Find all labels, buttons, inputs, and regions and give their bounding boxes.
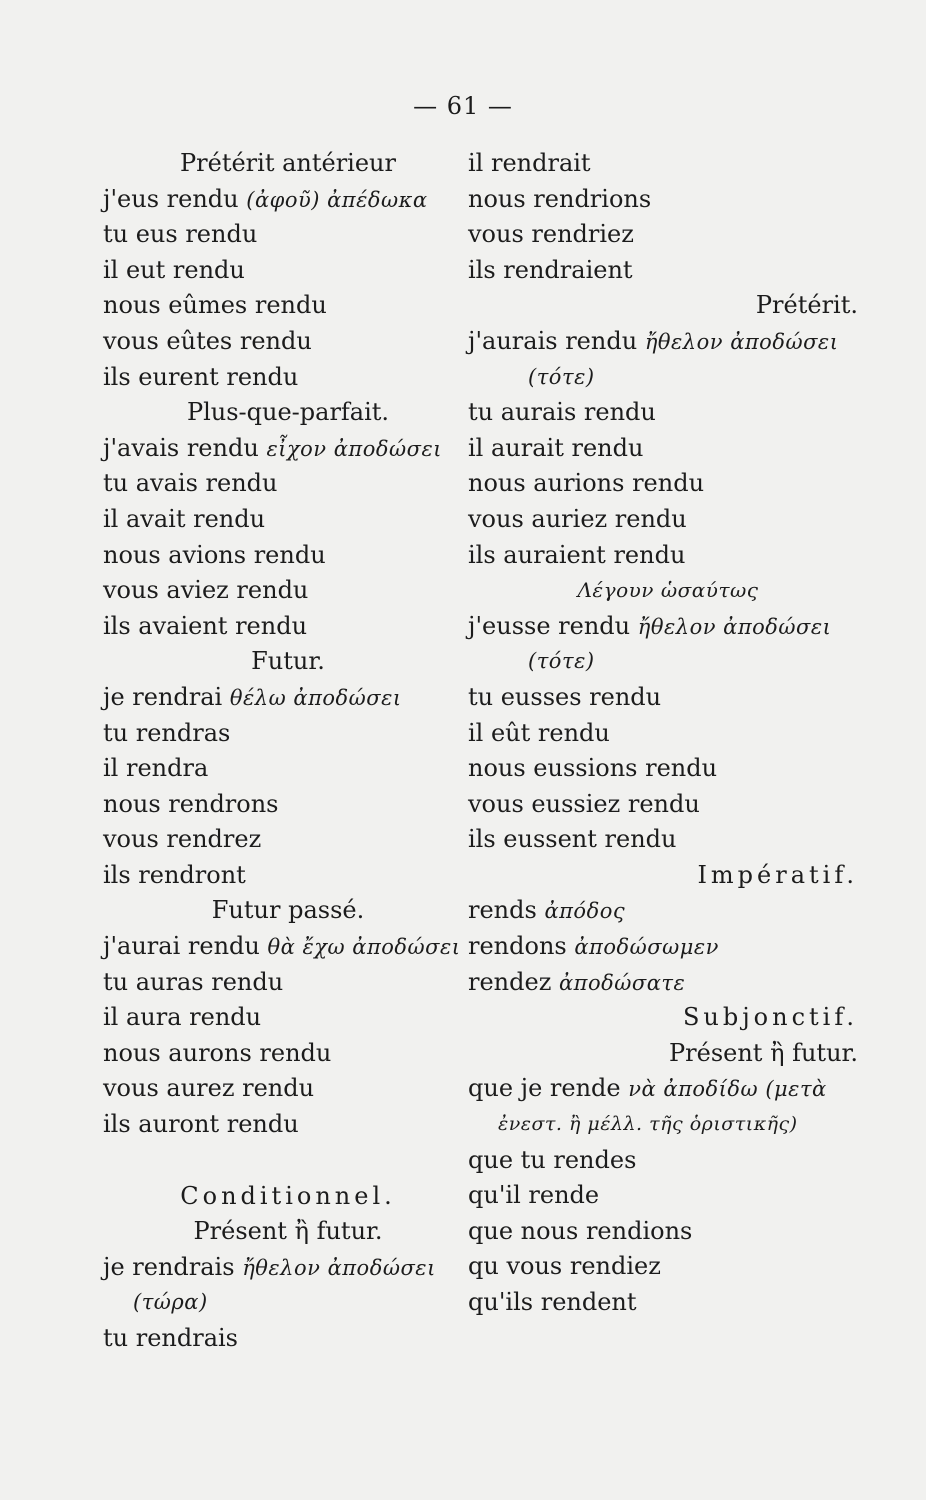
conjugation-line: il eût rendu xyxy=(468,718,610,747)
conjugation-line: vous auriez rendu xyxy=(468,504,687,533)
french-form: rendez xyxy=(468,967,552,996)
french-form: rends xyxy=(468,896,537,925)
greek-translation: θέλω ἀποδώσει xyxy=(229,685,402,710)
heading-plus-que-parfait: Plus-que-parfait. xyxy=(186,398,390,427)
greek-translation: θὰ ἔχω ἀποδώσει xyxy=(267,935,461,960)
conjugation-line xyxy=(468,1071,868,1107)
french-form: que je rende xyxy=(468,1074,621,1103)
page-number: — 61 — xyxy=(413,92,513,120)
conjugation-line: que nous rendions xyxy=(468,1216,693,1245)
greek-translation: ἤθελον ἀποδώσει xyxy=(644,329,839,354)
conjugation-line: vous aurez rendu xyxy=(103,1074,315,1103)
conjugation-line xyxy=(468,324,868,360)
left-column xyxy=(103,146,473,1357)
heading-futur-passe: Futur passé. xyxy=(211,896,365,925)
conjugation-line xyxy=(468,929,868,965)
conjugation-line: tu aurais rendu xyxy=(468,398,656,427)
heading-preterit: Prétérit. xyxy=(755,291,858,320)
conjugation-line xyxy=(468,965,868,1001)
french-form: j'avais rendu xyxy=(103,433,259,462)
conjugation-line xyxy=(103,680,473,716)
french-form: j'eusse rendu xyxy=(468,611,631,640)
conjugation-line: ils auront rendu xyxy=(103,1110,299,1139)
greek-translation: (ἀφοῦ) ἀπέδωκα xyxy=(246,187,428,212)
greek-translation: ἀποδώσατε xyxy=(558,970,686,995)
conjugation-line: tu rendrais xyxy=(103,1324,238,1352)
conjugation-line: tu auras rendu xyxy=(103,967,284,996)
french-form: j'eus rendu xyxy=(103,184,239,213)
heading-subjonctif: Subjonctif. xyxy=(682,1003,858,1032)
heading-futur: Futur. xyxy=(251,647,325,676)
french-form: j'aurais rendu xyxy=(468,326,638,355)
greek-translation: ἀποδώσωμεν xyxy=(574,935,719,960)
conjugation-line xyxy=(103,182,473,218)
conjugation-line: vous aviez rendu xyxy=(103,576,309,605)
conjugation-line: nous eûmes rendu xyxy=(103,291,327,320)
conjugation-line: il rendra xyxy=(103,754,209,783)
conjugation-line: que tu rendes xyxy=(468,1145,637,1174)
conjugation-line: nous aurons rendu xyxy=(103,1038,332,1067)
conjugation-line: nous eussions rendu xyxy=(468,754,718,783)
conjugation-line: il rendrait xyxy=(468,149,591,177)
spacer xyxy=(103,1143,473,1179)
conjugation-line: ils rendraient xyxy=(468,255,633,284)
heading-preterit-anterieur: Prétérit antérieur xyxy=(180,149,396,177)
greek-note: (τότε) xyxy=(528,364,595,389)
conjugation-line: ils auraient rendu xyxy=(468,540,686,569)
conjugation-line xyxy=(468,893,868,929)
french-form: je rendrai xyxy=(103,682,223,711)
heading-conditionnel: Conditionnel. xyxy=(180,1181,396,1210)
greek-note: (τώρα) xyxy=(133,1290,208,1315)
conjugation-line: ils avaient rendu xyxy=(103,611,308,640)
greek-translation: νὰ ἀποδίδω (μετὰ xyxy=(628,1077,827,1102)
conjugation-line: tu avais rendu xyxy=(103,469,278,498)
french-form: je rendrais xyxy=(103,1252,235,1281)
conjugation-line: nous avions rendu xyxy=(103,540,326,569)
conjugation-line: nous rendrons xyxy=(103,789,279,818)
greek-note: ἐνεστ. ἢ μέλλ. τῆς ὁριστικῆς) xyxy=(498,1113,798,1136)
conjugation-line: nous aurions rendu xyxy=(468,469,705,498)
greek-translation: ἤθελον ἀποδώσει xyxy=(637,614,832,639)
greek-note: (τότε) xyxy=(528,649,595,674)
conjugation-line: vous rendrez xyxy=(103,825,262,854)
subheading-present-futur: Présent ἢ futur. xyxy=(193,1217,383,1246)
conjugation-line: vous rendriez xyxy=(468,220,634,249)
conjugation-line: il aura rendu xyxy=(103,1003,262,1032)
heading-autrement: Λέγουν ὡσαύτως xyxy=(577,578,759,603)
subheading-present-futur: Présent ἢ futur. xyxy=(669,1038,858,1067)
conjugation-line: ils rendront xyxy=(103,860,246,889)
conjugation-line xyxy=(103,431,473,467)
conjugation-line xyxy=(103,929,473,965)
conjugation-line: qu'ils rendent xyxy=(468,1288,637,1316)
conjugation-line: tu eusses rendu xyxy=(468,682,662,711)
greek-translation: ἤθελον ἀποδώσει xyxy=(242,1255,436,1280)
conjugation-line: il aurait rendu xyxy=(468,433,644,462)
conjugation-line: ils eurent rendu xyxy=(103,362,299,391)
conjugation-line: il avait rendu xyxy=(103,504,266,533)
greek-translation: ἀπόδος xyxy=(544,899,626,924)
french-form: rendons xyxy=(468,932,567,961)
greek-translation: εἶχον ἀποδώσει xyxy=(266,436,442,461)
conjugation-line: qu'il rende xyxy=(468,1181,600,1210)
conjugation-line: vous eussiez rendu xyxy=(468,789,700,818)
conjugation-line: il eut rendu xyxy=(103,255,245,284)
right-column xyxy=(468,146,868,1321)
conjugation-line: qu vous rendiez xyxy=(468,1252,661,1281)
conjugation-line: nous rendrions xyxy=(468,184,652,213)
conjugation-line: tu eus rendu xyxy=(103,220,258,249)
conjugation-line xyxy=(468,609,868,645)
conjugation-line: tu rendras xyxy=(103,718,231,747)
conjugation-line xyxy=(103,1250,473,1286)
conjugation-line: vous eûtes rendu xyxy=(103,326,312,355)
heading-imperatif: Impératif. xyxy=(697,860,858,889)
french-form: j'aurai rendu xyxy=(103,932,260,961)
conjugation-line: ils eussent rendu xyxy=(468,825,677,854)
